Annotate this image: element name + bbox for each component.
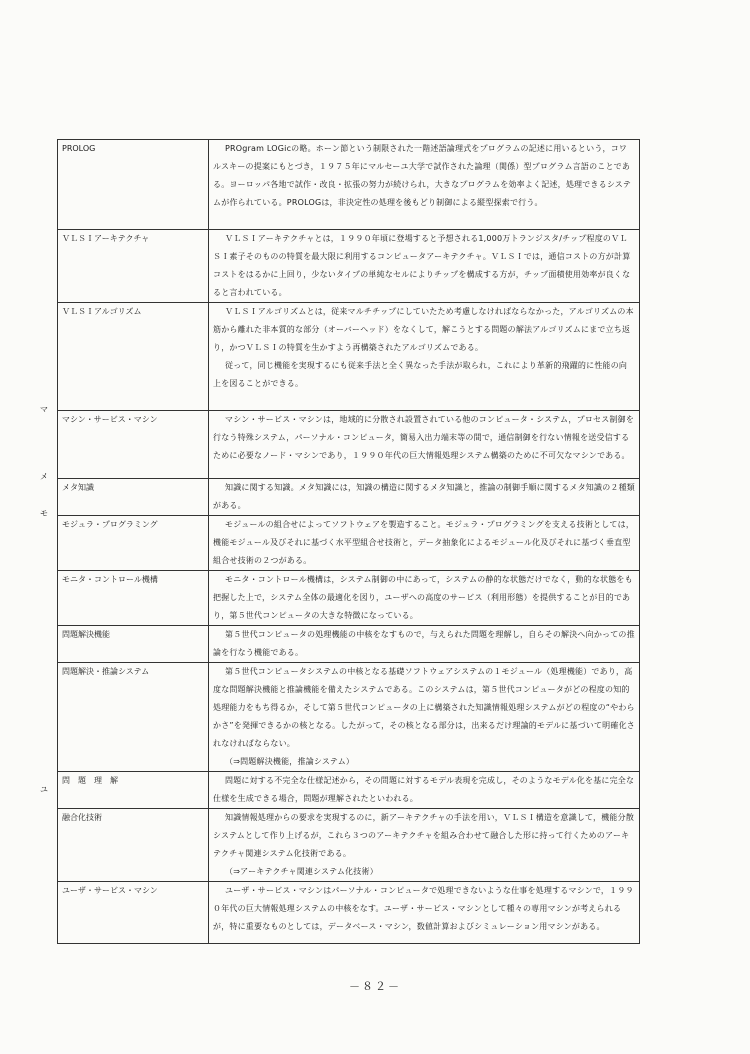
- term-cell: 問題解決機能: [58, 626, 209, 663]
- term-cell: ユーザ・サービス・マシン: [58, 882, 209, 944]
- table-row: [58, 809, 640, 882]
- glossary-table: [57, 139, 640, 944]
- table-row: [58, 411, 640, 479]
- definition-cell: [209, 303, 640, 411]
- definition-cell: [209, 516, 640, 571]
- table-row: [58, 230, 640, 303]
- definition-cell: [209, 411, 640, 479]
- index-mark-mo: モ: [40, 509, 48, 518]
- definition-text: 知識情報処理からの要求を実現するのに，新アーキテクチャの手法を用い，ＶＬＳＩ構造を意識して，機能分散システムとして作り上げるが，これら３つのアーキテクチャを組み合わせて融合した形に持って行くためのアーキテクチャ関連システム化技術である。: [213, 813, 635, 858]
- term-cell: PROLOG: [58, 140, 209, 230]
- definition-text: ユーザ・サービス・マシンはパーソナル・コンピュータで処理できないような仕事を処理するマシンで，１９９０年代の巨大情報処理システムの中核をなす。ユーザ・サービス・マシンとして種々の専用マシンが考えられるが，特に重要なものとしては，データベース・マシン，数値計算およびシミュレーション用マシンがある。: [213, 886, 634, 931]
- definition-text: モニタ・コントロール機構は，システム制御の中にあって，システムの静的な状態だけでなく，動的な状態をも把握した上で，システム全体の最適化を図り，ユーザへの高度のサービス（利用形態）を提供することが目的であり，第５世代コンピュータの大きな特徴になっている。: [213, 575, 633, 620]
- term-cell: 問 題 理 解: [58, 772, 209, 809]
- definition-text: ＶＬＳＩアーキテクチャとは，１９９０年頃に登場すると予想される1,000万トランジスタ/チップ程度のＶＬＳＩ素子そのものの特質を最大限に利用するコンピュータアーキテクチャ。ＶＬＳＩでは，通信コストの方が計算コストをはるかに上回り，少ないタイプの単純なセルによりチップを構成する方が，チップ面積使用効率が良くなると言われている。: [213, 234, 631, 297]
- definition-cell: [209, 626, 640, 663]
- table-row: [58, 571, 640, 626]
- table-row: [58, 140, 640, 230]
- definition-text: 知識に関する知識。メタ知識には，知識の構造に関するメタ知識と，推論の制御手順に関するメタ知識の２種類がある。: [213, 483, 635, 510]
- table-row: [58, 516, 640, 571]
- term-cell: マシン・サービス・マシン: [58, 411, 209, 479]
- definition-text: ＶＬＳＩアルゴリズムとは，従来マルチチップにしていたため考慮しなければならなかった，アルゴリズムの本筋から離れた非本質的な部分（オーバーヘッド）をなくして，解こうとする問題の解法アルゴリズムにまで立ち返り，かつＶＬＳＩの特質を生かすよう再構築されたアルゴリズムである。: [213, 307, 634, 352]
- table-row: [58, 772, 640, 809]
- table-row: [58, 882, 640, 944]
- term-cell: モジュラ・プログラミング: [58, 516, 209, 571]
- definition-cell: [209, 571, 640, 626]
- table-row: [58, 663, 640, 772]
- definition-text: 問題に対する不完全な仕様記述から，その問題に対するモデル表現を完成し，そのようなモデル化を基に完全な仕様を生成できる場合，問題が理解されたといわれる。: [213, 776, 635, 803]
- term-cell: メタ知識: [58, 479, 209, 516]
- index-mark-ma: マ: [40, 405, 48, 414]
- definition-text: 第５世代コンピュータの処理機能の中核をなすもので，与えられた問題を理解し，自らその解決へ向かっての推論を行なう機能である。: [213, 630, 635, 657]
- definition-text: モジュールの組合せによってソフトウェアを製造すること。モジュラ・プログラミングを支える技術としては，機能モジュール及びそれに基づく水平型組合せ技術と，データ抽象化によるモジュール化及びそれに基づく垂直型組合せ技術の２つがある。: [213, 520, 635, 565]
- definition-extra-text: 従って，同じ機能を実現するにも従来手法と全く異なった手法が取られ，これにより革新的飛躍的に性能の向上を図ることができる。: [213, 361, 628, 388]
- definition-cell: [209, 479, 640, 516]
- definition-cell: [209, 663, 640, 772]
- table-row: [58, 626, 640, 663]
- definition-text: マシン・サービス・マシンは，地域的に分散され設置されている他のコンピュータ・システム，プロセス制御を行なう特殊システム，パーソナル・コンピュータ，簡易入出力端末等の間で，通信制御を行ない情報を送受信するために必要なノード・マシンであり，１９９０年代の巨大情報処理システム構築のために不可欠なマシンである。: [213, 415, 635, 460]
- index-mark-me: メ: [40, 472, 48, 481]
- page-number: －８２－: [349, 980, 401, 993]
- cross-reference: （⇒アーキテクチャ関連システム化技術）: [225, 867, 378, 876]
- term-cell: 問題解決・推論システム: [58, 663, 209, 772]
- definition-cell: [209, 882, 640, 944]
- cross-reference: （⇒問題解決機能，推論システム）: [225, 757, 355, 766]
- definition-cell: [209, 772, 640, 809]
- term-cell: 融合化技術: [58, 809, 209, 882]
- index-mark-yu: ユ: [40, 785, 48, 794]
- term-cell: ＶＬＳＩアルゴリズム: [58, 303, 209, 411]
- definition-text: 第５世代コンピュータシステムの中核となる基礎ソフトウェアシステムの１モジュール（処理機能）であり，高度な問題解決機能と推論機能を備えたシステムである。このシステムは，第５世代コンピュータがどの程度の知的処理能力をもち得るか，そして第５世代コンピュータの上に構築された知識情報処理システムがどの程度の“やわらかさ”を発揮できるかの核となる。したがって，その核となる部分は，出来るだけ理論的モデルに基づいて明確化されなければならない。: [213, 667, 635, 748]
- definition-cell: [209, 809, 640, 882]
- definition-cell: [209, 140, 640, 230]
- term-cell: ＶＬＳＩアーキテクチャ: [58, 230, 209, 303]
- definition-text: PROgram LOGicの略。ホーン節という制限された一階述語論理式をプログラムの記述に用いるという，コワルスキーの提案にもとづき，１９７５年にマルセーユ大学で試作された論理（関係）型プログラム言語のことである。ヨーロッパ各地で試作・改良・拡張の努力が続けられ，大きなプログラムを効率よく記述，処理できるシステムが作られている。PROLOGは，非決定性の処理を後もどり制御による縦型探索で行う。: [213, 144, 632, 207]
- definition-cell: [209, 230, 640, 303]
- table-row: [58, 479, 640, 516]
- table-row: [58, 303, 640, 411]
- term-cell: モニタ・コントロール機構: [58, 571, 209, 626]
